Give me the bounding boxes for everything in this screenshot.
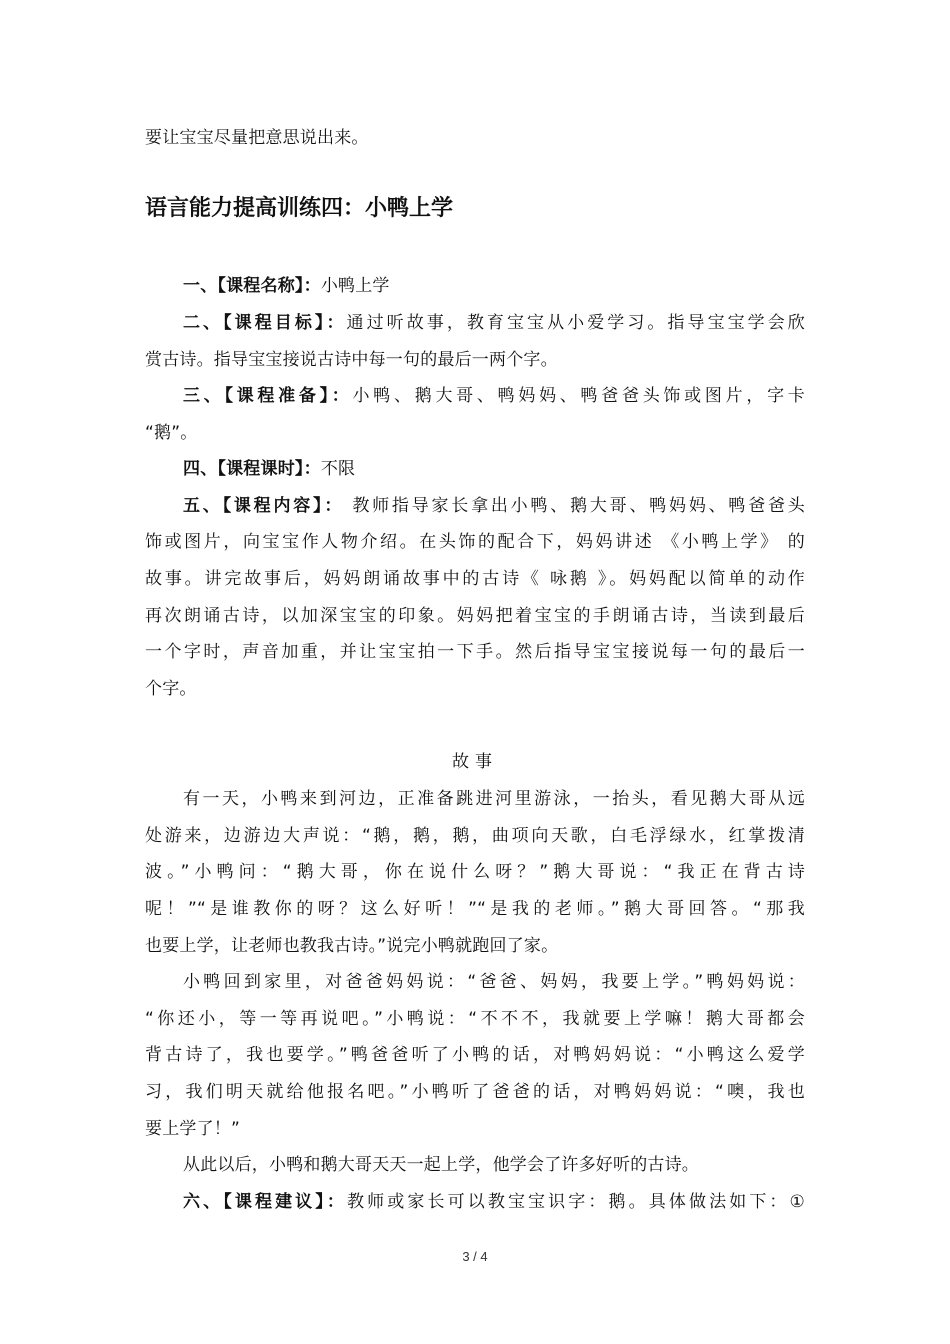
- course-name-line: [183, 276, 390, 296]
- course-hours-label: 四、【课程课时】：: [183, 459, 321, 479]
- story-p2-line-2: “你还小，等一等再说吧。”小鸭说：“不不不，我就要上学嘛！鹅大哥都会: [145, 1009, 805, 1029]
- intro-tail-text: 要让宝宝尽量把意思说出来。: [145, 128, 369, 148]
- story-p1-line-4: 呢！”“是谁教你的呀？这么好听！”“是我的老师。”鹅大哥回答。“那我: [145, 899, 805, 919]
- course-hours-line: [183, 459, 355, 479]
- course-prep-label: 三、【课程准备】：: [183, 386, 353, 406]
- story-heading: 故事: [452, 752, 498, 772]
- story-p1-line-5: 也要上学，让老师也教我古诗。”说完小鸭就跑回了家。: [145, 936, 559, 956]
- story-p3-line: 从此以后，小鸭和鹅大哥天天一起上学，他学会了许多好听的古诗。: [183, 1155, 699, 1175]
- course-content-line-4: 再次朗诵古诗，以加深宝宝的印象。妈妈把着宝宝的手朗诵古诗，当读到最后: [145, 606, 805, 626]
- story-p2-line-4: 习，我们明天就给他报名吧。”小鸭听了爸爸的话，对鸭妈妈说：“噢，我也: [145, 1082, 805, 1102]
- course-goal-label: 二、【课程目标】：: [183, 313, 347, 333]
- course-advice-text: 教师或家长可以教宝宝识字：鹅。具体做法如下：①: [347, 1192, 805, 1212]
- course-prep-text-1: 小鸭、鹅大哥、鸭妈妈、鸭爸爸头饰或图片，字卡: [352, 386, 805, 406]
- course-content-text-1: 教师指导家长拿出小鸭、鹅大哥、鸭妈妈、鸭爸爸头: [344, 496, 805, 516]
- course-content-line-6: 个字。: [145, 679, 197, 699]
- course-hours-value: 不限: [320, 459, 356, 479]
- course-goal-line-1: [183, 313, 805, 333]
- course-goal-text-1: 通过听故事，教育宝宝从小爱学习。指导宝宝学会欣: [346, 313, 805, 333]
- story-p1-line-1: 有一天，小鸭来到河边，正准备跳进河里游泳，一抬头，看见鹅大哥从远: [183, 789, 805, 809]
- story-p1-line-2: 处游来，边游边大声说：“鹅，鹅，鹅，曲项向天歌，白毛浮绿水，红掌拨清: [145, 826, 805, 846]
- page-number: 3 / 4: [462, 1249, 488, 1264]
- story-p2-line-3: 背古诗了，我也要学。”鸭爸爸听了小鸭的话，对鸭妈妈说：“小鸭这么爱学: [145, 1045, 805, 1065]
- course-prep-line-1: [183, 386, 805, 406]
- section-title: 语言能力提高训练四：小鸭上学: [145, 196, 454, 221]
- course-name-label: 一、【课程名称】：: [183, 276, 321, 296]
- story-p2-line-5: 要上学了！”: [145, 1119, 241, 1139]
- course-content-line-5: 一个字时，声音加重，并让宝宝拍一下手。然后指导宝宝接说每一句的最后一: [145, 642, 805, 662]
- story-p1-line-3: 波。”小鸭问：“鹅大哥，你在说什么呀？”鹅大哥说：“我正在背古诗: [145, 862, 805, 882]
- course-advice-label: 六、【课程建议】：: [183, 1192, 348, 1212]
- course-content-line-3: 故事。讲完故事后，妈妈朗诵故事中的古诗《 咏鹅 》。妈妈配以简单的动作: [145, 569, 805, 589]
- course-goal-line-2: 赏古诗。指导宝宝接说古诗中每一句的最后一两个字。: [145, 350, 558, 370]
- course-advice-line: [183, 1192, 805, 1212]
- course-prep-line-2: “鹅”。: [145, 423, 198, 443]
- story-p2-line-1: 小鸭回到家里，对爸爸妈妈说：“爸爸、妈妈，我要上学。”鸭妈妈说：: [183, 972, 805, 992]
- course-content-label: 五、【课程内容】：: [183, 496, 345, 516]
- course-name-value: 小鸭上学: [320, 276, 390, 296]
- course-content-line-2: 饰或图片，向宝宝作人物介绍。在头饰的配合下，妈妈讲述 《小鸭上学》 的: [145, 532, 805, 552]
- course-content-line-1: [183, 496, 805, 516]
